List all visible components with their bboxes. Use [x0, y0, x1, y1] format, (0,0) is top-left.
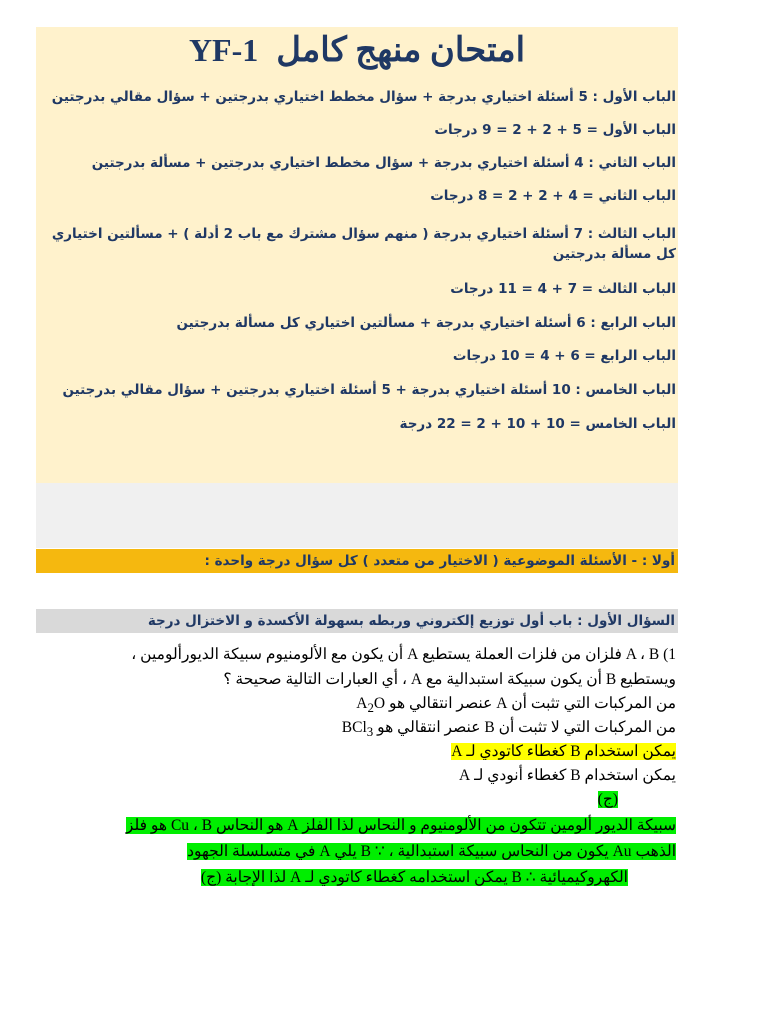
- page-title: [36, 28, 678, 72]
- chapter-5-total: الباب الخامس = 10 + 10 + 2 = 22 درجة: [399, 416, 676, 432]
- option-2: [342, 718, 676, 742]
- option-1-formula: $A_2O$: [356, 695, 386, 716]
- chapter-4-description: الباب الرابع : 6 أسئلة اختياري بدرجة + مسألتين اختياري كل مسألة بدرجتين: [176, 315, 676, 331]
- title-arabic: امتحان منهج كامل: [276, 32, 526, 69]
- chapter-5-description: الباب الخامس : 10 أسئلة اختياري بدرجة + 5 أسئلة اختياري بدرجتين + سؤال مقالي بدرجتين: [62, 382, 676, 398]
- option-1: [356, 694, 676, 718]
- chapter-1-total: الباب الأول = 5 + 2 + 2 = 9 درجات: [434, 122, 676, 138]
- option-4-text: يمكن استخدام B كغطاء أنودي لـ A: [459, 767, 676, 784]
- chapter-2-total: الباب الثاني = 4 + 2 + 2 = 8 درجات: [430, 188, 676, 204]
- answer-label: [598, 790, 618, 810]
- option-4: [459, 766, 676, 786]
- chapter-3-description: الباب الثالث : 7 أسئلة اختياري بدرجة ( منهم سؤال مشترك مع باب 2 أدلة ) + مسألتين اختياري كل مسألة بدرجتين: [51, 226, 676, 262]
- option-2-formula: BCl$_3$: [341, 719, 374, 740]
- option-3-text: يمكن استخدام B كغطاء كاتودي لـ A: [451, 743, 676, 760]
- chapter-4-total: الباب الرابع = 6 + 4 = 10 درجات: [452, 348, 676, 364]
- chapter-1-description: الباب الأول : 5 أسئلة اختياري بدرجة + سؤال مخطط اختياري بدرجتين + سؤال مقالي بدرجتين: [51, 89, 676, 105]
- chapter-3-total: الباب الثالث = 7 + 4 = 11 درجات: [450, 281, 676, 297]
- option-2-text: من المركبات التي لا تثبت أن B عنصر انتقالي هو: [377, 719, 676, 736]
- chapter-2-description: الباب الثاني : 4 أسئلة اختياري بدرجة + سؤال مخطط اختياري بدرجتين + مسألة بدرجتين: [91, 155, 676, 171]
- question-stem-line-2: ويستطيع B أن يكون سبيكة استبدالية مع A ، أي العبارات التالية صحيحة ؟: [223, 671, 676, 688]
- option-3: [451, 742, 676, 762]
- section-heading: أولا : - الأسئلة الموضوعية ( الاختيار من متعدد ) كل سؤال درجة واحدة :: [36, 549, 678, 573]
- explanation-line-1: سبيكة الديور ألومين تتكون من الألومنيوم و النحاس لذا الفلز A هو النحاس Cu ، B هو فلز: [125, 817, 676, 834]
- explanation-line-2: الذهب Au يكون من النحاس سبيكة استبدالية ، ∵ B يلي A في متسلسلة الجهود: [187, 843, 676, 860]
- option-1-text: من المركبات التي تثبت أن A عنصر انتقالي هو: [388, 695, 676, 712]
- answer-text: (ج): [597, 791, 618, 808]
- spacer-strip: [36, 483, 678, 548]
- question-heading: السؤال الأول : باب أول توزيع إلكتروني وربطه بسهولة الأكسدة و الاختزال درجة: [36, 609, 678, 633]
- title-code: YF-1: [188, 32, 259, 68]
- explanation-line-3: الكهروكيميائية ∴ B يمكن استخدامه كغطاء كاتودي لـ A لذا الإجابة (ج): [200, 869, 628, 886]
- question-stem-line-1: 1) A ، B فلزان من فلزات العملة يستطيع A أن يكون مع الألومنيوم سبيكة الديورألومين ،: [131, 646, 676, 663]
